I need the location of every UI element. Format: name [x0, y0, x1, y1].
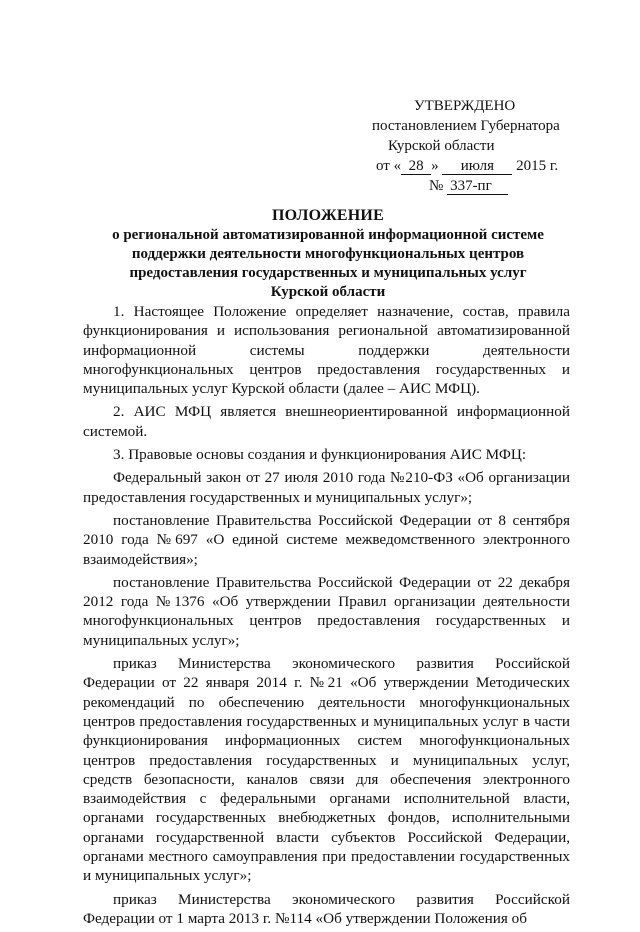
date-month: июля — [442, 159, 512, 175]
document-body — [83, 302, 570, 932]
date-year: 2015 г. — [516, 158, 559, 174]
date-mid: » — [431, 158, 439, 174]
paragraph: Федеральный закон от 27 июля 2010 года №210-ФЗ «Об организации предоставления государственных и муниципальных услуг»; — [83, 469, 570, 506]
paragraph: постановление Правительства Российской Федерации от 8 сентября 2010 года №697 «О единой системе межведомственного электронного взаимодействия»; — [83, 511, 570, 568]
title-heading: ПОЛОЖЕНИЕ — [272, 207, 384, 224]
approval-region: Курской области — [388, 138, 495, 154]
number-prefix: № — [429, 178, 444, 194]
approval-block — [372, 96, 582, 196]
paragraph: приказ Министерства экономического развития Российской Федерации от 1 марта 2013 г. №114 «Об утверждении Положения об — [83, 890, 570, 927]
title-line-1: о региональной автоматизированной информационной системе — [112, 227, 544, 243]
paragraph: приказ Министерства экономического развития Российской Федерации от 22 января 2014 г. №21 «Об утверждении Методических рекомендаций по обеспечению деятельности многофункциональных центров предоставления государственных и муниципальных услуг в части функционирования информационных систем многофункциональных центров предоставления государственных и муниципальных услуг, средств безопасности, каналов связи для обеспечения электронного взаимодействия с федеральными органами исполнительной власти, органами государственных внебюджетных фондов, исполнительными органами государственной власти субъектов Российской Федерации, органами местного самоуправления при предоставлении государственных и муниципальных услуг»; — [83, 655, 570, 885]
approval-stamp: УТВЕРЖДЕНО — [414, 98, 516, 114]
paragraph: 1. Настоящее Положение определяет назначение, состав, правила функционирования и использования региональной автоматизированной информационной системы поддержки деятельности многофункциональных центров предоставления государственных и муниципальных услуг Курской области (далее – АИС МФЦ). — [83, 303, 570, 398]
paragraph: 2. АИС МФЦ является внешнеориентированной информационной системой. — [83, 403, 570, 440]
approval-date — [372, 156, 582, 176]
title-line-2: поддержки деятельности многофункциональных центров — [131, 246, 525, 262]
approval-by: постановлением Губернатора — [372, 118, 560, 134]
title-line-4: Курской области — [270, 284, 386, 300]
number-value: 337-пг — [447, 179, 508, 195]
date-prefix: от « — [376, 158, 402, 174]
document-title — [88, 206, 568, 302]
paragraph: постановление Правительства Российской Федерации от 22 декабря 2012 года №1376 «Об утверждении Правил организации деятельности многофункциональных центров предоставления государственных и муниципальных услуг»; — [83, 573, 570, 649]
paragraph: 3. Правовые основы создания и функционирования АИС МФЦ: — [113, 446, 527, 464]
date-day: 28 — [401, 159, 431, 175]
approval-number — [372, 176, 582, 196]
title-line-3: предоставления государственных и муниципальных услуг — [129, 265, 527, 281]
